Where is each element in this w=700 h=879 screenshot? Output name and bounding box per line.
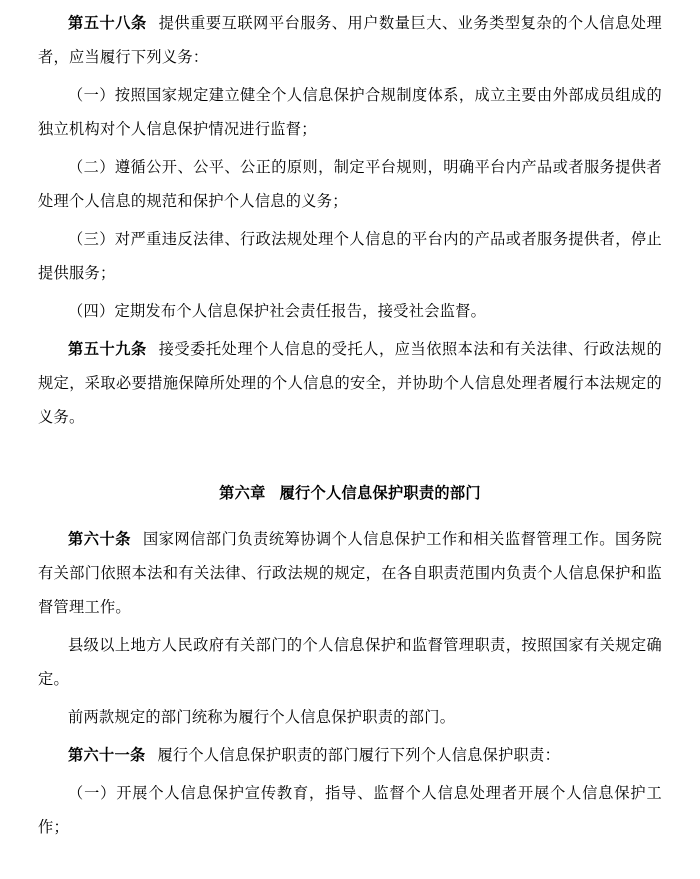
article-58-number: 第五十八条 xyxy=(68,14,147,32)
chapter-6-heading xyxy=(38,476,662,510)
article-58-text: 提供重要互联网平台服务、用户数量巨大、业务类型复杂的个人信息处理者，应当履行下列义务： xyxy=(38,14,662,66)
article-60-number: 第六十条 xyxy=(68,530,131,548)
article-58-item-3: （三）对严重违反法律、行政法规处理个人信息的平台内的产品或者服务提供者，停止提供服务； xyxy=(38,230,662,282)
article-61 xyxy=(38,738,662,772)
article-60-para-3: 前两款规定的部门统称为履行个人信息保护职责的部门。 xyxy=(68,708,456,726)
article-61-item-1: （一）开展个人信息保护宣传教育，指导、监督个人信息处理者开展个人信息保护工作； xyxy=(38,784,662,836)
article-59 xyxy=(38,332,662,434)
article-60 xyxy=(38,522,662,624)
chapter-6-title: 履行个人信息保护职责的部门 xyxy=(279,484,481,502)
article-60-para-2: 县级以上地方人民政府有关部门的个人信息保护和监督管理职责，按照国家有关规定确定。 xyxy=(38,636,662,688)
article-58-item-4: （四）定期发布个人信息保护社会责任报告，接受社会监督。 xyxy=(68,302,487,320)
chapter-6-number: 第六章 xyxy=(219,484,266,502)
article-58-item-1: （一）按照国家规定建立健全个人信息保护合规制度体系，成立主要由外部成员组成的独立机构对个人信息保护情况进行监督； xyxy=(38,86,662,138)
article-61-number: 第六十一条 xyxy=(68,746,146,764)
article-61-text: 履行个人信息保护职责的部门履行下列个人信息保护职责： xyxy=(157,746,561,764)
article-59-text: 接受委托处理个人信息的受托人，应当依照本法和有关法律、行政法规的规定，采取必要措施保障所处理的个人信息的安全，并协助个人信息处理者履行本法规定的义务。 xyxy=(38,340,662,426)
article-60-text: 国家网信部门负责统筹协调个人信息保护工作和相关监督管理工作。国务院有关部门依照本法和有关法律、行政法规的规定，在各自职责范围内负责个人信息保护和监督管理工作。 xyxy=(38,530,662,616)
article-59-number: 第五十九条 xyxy=(68,340,147,358)
article-58-item-2: （二）遵循公开、公平、公正的原则，制定平台规则，明确平台内产品或者服务提供者处理个人信息的规范和保护个人信息的义务； xyxy=(38,158,662,210)
article-58 xyxy=(38,6,662,74)
